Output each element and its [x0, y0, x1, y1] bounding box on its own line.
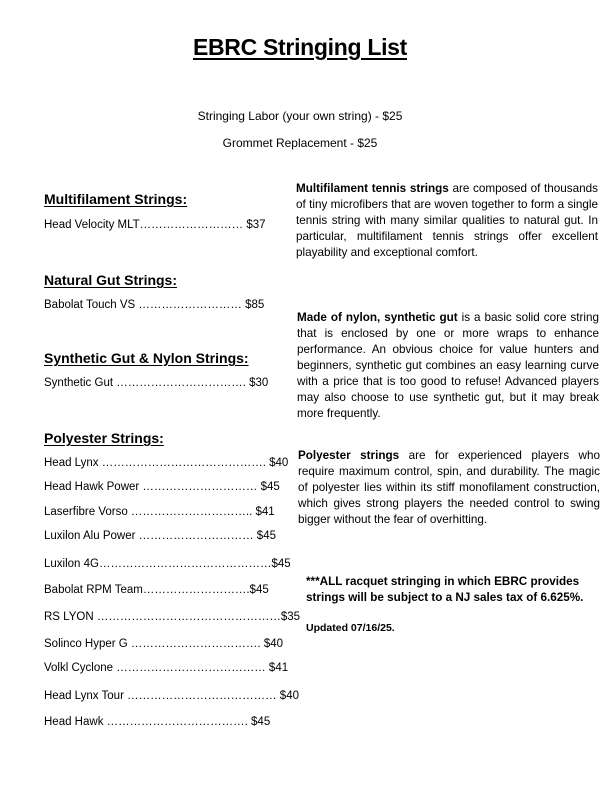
price-item: Head Hawk Power ………………………… $45 — [44, 481, 280, 493]
price-item: Solinco Hyper G ……………………………. $40 — [44, 638, 284, 650]
heading-natural-gut: Natural Gut Strings: — [44, 272, 178, 288]
price-item: Babolat Touch VS ……………………… $85 — [44, 299, 265, 311]
multifilament-description: Multifilament tennis strings are composed of thousands of tiny microfibers that are woven together to form a single tennis string with many similar qualities to natural gut. In particular, multifilament tennis strings offer excellent playability and exceptional comfort. — [296, 182, 598, 259]
page-title: EBRC Stringing List — [192, 34, 408, 60]
sales-tax-note: ***ALL racquet stringing in which EBRC provides strings will be subject to a NJ sales tax of 6.625%. — [306, 575, 584, 604]
price-item: Babolat RPM Team……………………….$45 — [44, 584, 269, 596]
price-item: Laserfibre Vorso ………………………….. $41 — [44, 506, 275, 518]
heading-multifilament: Multifilament Strings: — [44, 191, 188, 207]
price-item: Synthetic Gut ……………………………. $30 — [44, 377, 269, 389]
heading-polyester: Polyester Strings: — [44, 430, 164, 446]
price-item: Volkl Cyclone ………………………………… $41 — [44, 662, 289, 674]
heading-synthetic-gut: Synthetic Gut & Nylon Strings: — [44, 350, 249, 366]
price-item: Head Hawk ………………………………. $45 — [44, 716, 271, 728]
price-item: Luxilon Alu Power ………………………… $45 — [44, 530, 276, 542]
price-item: Luxilon 4G………………………………………$45 — [44, 558, 291, 570]
labor-fee: Stringing Labor (your own string) - $25 — [197, 109, 403, 123]
price-item: Head Lynx ……………………………………. $40 — [44, 457, 289, 469]
price-item: Head Lynx Tour ………………………………… $40 — [44, 690, 299, 702]
polyester-description: Polyester strings are for experienced players who require maximum control, spin, and durability. The magic of polyester lies within its stiff monofilament construction, which gives strong players the needed control to swing bigger without the fear of overhitting. — [298, 449, 600, 526]
updated-date: Updated 07/16/25. — [306, 622, 395, 634]
price-item: RS LYON …………………………………………$35 — [44, 611, 301, 623]
synthetic-gut-description: Made of nylon, synthetic gut is a basic solid core string that is enclosed by one or more wraps to enhance performance. An obvious choice for value hunters and beginners, synthetic gut combines an easy learning curve with a price that is too good to refuse! Advanced players may also choose to use synthetic gut, but it may break more frequently. — [297, 311, 600, 420]
grommet-fee: Grommet Replacement - $25 — [222, 136, 378, 150]
price-item: Head Velocity MLT……………………… $37 — [44, 219, 266, 231]
